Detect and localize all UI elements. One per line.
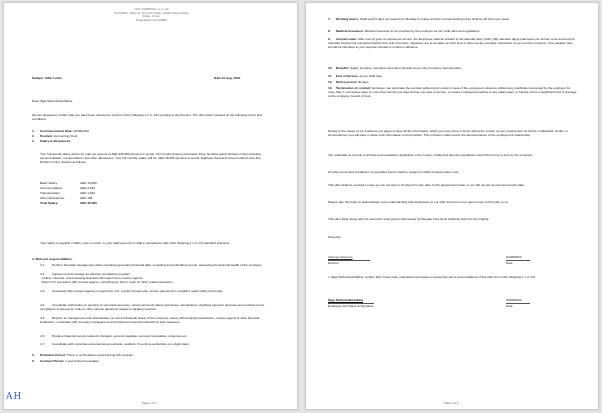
salary-payment-text: Your salary is payable in AED, once a month, to your bank account in UAE in accordance with OGC Shipping L.L.C.-FZ standard practices. [40, 241, 231, 245]
employee-signature-label: Employee Full Name & Signature [328, 304, 374, 308]
salary-label: Other Allowances: [40, 196, 65, 200]
director-name: Aleksejs Melevins [328, 255, 353, 259]
duty-item [40, 342, 272, 346]
employee-name: Olga Shchebukhchikina [328, 298, 364, 302]
salary-value: AED 12,890 [80, 181, 97, 185]
handwritten-initials: AH [6, 392, 23, 402]
duty-number: 4.6. [40, 334, 46, 338]
duty-text: Implement and manage an effective compliance program: - Collect, interpret, and reviewing financial information from counter-agents. - Pass KYC procedure with counter-agents, compiling kyc forms, reply on other related questions. [40, 272, 174, 285]
item-number: 12. [328, 80, 333, 84]
item-value: Salary increase, incentives and other benefits as per the Company internal policy. [350, 66, 462, 70]
item-number: 9. [328, 37, 331, 41]
employee-sign-date: 01/08/2022 [506, 298, 522, 302]
greeting: Dear Olga Shchebukhchikina, [32, 99, 73, 103]
salary-value: AED 3,640 [80, 186, 95, 190]
item-number: 6. [32, 359, 35, 363]
letter-page-1 [3, 2, 298, 410]
salary-paragraph: Your full annual salary will be for total net amount of AED 220'380 (amount in words. Two hundred twenty thousand, three hundred eighty Dirhams Only) including accommodation, transportation, and other allowances. Your full monthly salary will be: AED 18,365 (amount in words. Eighteen thousand, three hundred sixty-five Dirhams Only), divided as follows: [40, 152, 261, 165]
term-item [328, 80, 578, 84]
duty-text: Coordinate with banks on opening of new bank accounts, current accounts status and issues, transactions, clarifying payment purposes and contract terms, compliance of payments, reply to other various questions related to banking services. [40, 303, 265, 312]
salary-label: Basic Salary: [40, 181, 59, 185]
employee-date-label: Date [506, 304, 513, 308]
letterhead-company: OGC SHIPPING L.L.C.-FZ [134, 7, 169, 11]
item-number: 3. [32, 139, 35, 143]
director-sign-date: 01/08/2022 [506, 255, 522, 259]
letterhead [4, 8, 298, 22]
job-responsibilities-title: 4. Main job responsibilities: [32, 257, 73, 261]
salary-row [40, 196, 160, 200]
item-value: 1 year limited renewable. [65, 359, 100, 363]
term-item [328, 66, 578, 70]
salary-label: Transportation: [40, 191, 61, 195]
duty-text: Perform financial management duties including generating financial data, compiling and submitting reports, assessing the financial health of the company. [52, 263, 262, 267]
director-title: Director [328, 261, 339, 265]
term-item [328, 37, 578, 49]
item-number: 13. [328, 86, 333, 90]
term-item [32, 139, 272, 143]
salary-row [40, 181, 160, 185]
duty-number: 4.2. [40, 272, 46, 276]
item-value: Medical Insurance to be provided by the employer as per UAE rules and regulations. [364, 29, 481, 33]
item-label: Benefits: [336, 66, 350, 70]
duty-number: 4.5. [40, 316, 46, 320]
letter-page-2 [305, 2, 599, 410]
term-item [32, 129, 272, 133]
director-date-label: Date [506, 261, 513, 265]
sincerely: Sincerely, [328, 235, 342, 239]
duty-number: 4.3. [40, 289, 46, 293]
item-number: 1. [32, 129, 35, 133]
page-2-footer: Page 2 of 2 [444, 401, 459, 405]
duty-item [40, 272, 272, 284]
salary-row [40, 201, 160, 205]
duty-number: 4.1. [40, 263, 46, 267]
compliance-paragraph: You undertake to commit to all laws and regulations applicable in the country (UAE) and also the regulations issued from time to time by the company. [328, 153, 533, 157]
item-label: Position: [40, 134, 54, 138]
item-label: End of Service: [336, 74, 359, 78]
salary-label: Accommodation: [40, 186, 64, 190]
term-item [328, 17, 578, 21]
term-item [328, 29, 578, 33]
salary-row [40, 191, 160, 195]
duty-text: Coordinate with corporate and external accountants, auditors, Free Zone authorities on a daily basis. [52, 342, 190, 346]
item-label: Probation Period: [40, 353, 66, 357]
item-value: After one (1) year of continuous service, the Employee shall be entitled to 30 calendar days' (thirty (30) calendar days) paid leave per annum to be accrued pro rata after he/she has completed his/her first year of service. Vacations are to be taken at such time or times as are mutually convenient to you and the company. Your vacation plan should be intimated to your superior at least 2 months in advance. [328, 37, 575, 50]
letter-date: Date 01 Aug, 2022 [214, 76, 241, 80]
duty-number: 4.7. [40, 342, 46, 346]
revoke-paragraph: This offer shall be revoked in case you do not sign in 10 days from the date of this appointment letter or you did not join at commencement date. [328, 183, 525, 187]
duty-item [40, 263, 272, 267]
term-item [328, 74, 578, 78]
item-label: Working Hours: [336, 17, 360, 21]
duty-item [40, 334, 272, 338]
item-value: Shall work 5 days per week from Monday to Friday and the normal working hours shall be 45 hours per week. [360, 17, 510, 21]
item-value: There is no Probation period during this contract. [66, 353, 134, 357]
term-item [32, 134, 272, 138]
item-value: Accounting Clerk [53, 134, 78, 138]
subject-line: Subject: Offer Letter [32, 76, 62, 80]
item-label: Termination of contract: [336, 86, 372, 90]
item-value: 30 days [357, 80, 369, 84]
page-1-footer: Page 1 of 2 [142, 401, 157, 405]
duty-item [40, 289, 272, 293]
item-number: 2. [32, 134, 35, 138]
salary-label: Total Salary: [40, 201, 59, 205]
item-number: 10. [328, 66, 333, 70]
confidentiality-paragraph: During to the nature of our business you agree to keep all the information, which you may come to know during the course of your employment as strictly confidential. Under no circumstances you will pass or allow such information to third parties. This provision shall survive the discontinuance of the employment relationship. [328, 129, 568, 138]
item-number: 7. [328, 17, 331, 21]
item-number: 11. [328, 74, 333, 78]
letterhead-address-1: Ored Bank, office 21, The One Tower, Sheikh Zayed Road, [113, 10, 190, 15]
item-label: Annual Leave: [336, 37, 358, 41]
item-label: Contract Period: [40, 359, 65, 363]
duty-item [40, 303, 272, 311]
salary-row [40, 186, 160, 190]
duty-text: Cooperate with counter-agents on payments, incl. receipt of payments, ensure payments to suppliers reach safely and timely. [52, 289, 224, 293]
item-value: as per UAE Law. [359, 74, 383, 78]
item-value: 10/08/2022 [73, 129, 90, 133]
item-number: 5. [32, 353, 35, 357]
duty-number: 4.4. [40, 303, 46, 307]
term-item [328, 86, 578, 98]
duty-text: Produce financial reports related to budgets, account payables, account receivables, expenses etc. [52, 334, 188, 338]
duty-item [40, 316, 272, 324]
acceptance-paragraph: I, Olga Shchebukhchikina, confirm that I have read, understand and agree to accept the terms and conditions of this offer from OGC Shipping L.L.C.-FZ [328, 275, 536, 279]
item-label: Medical Insurance: [336, 29, 364, 33]
item-label: Salary & Allowances: [40, 139, 72, 143]
term-item [32, 353, 272, 357]
letterhead-address-2: Dubai, U.A.E. [142, 14, 161, 19]
salary-value: AED 1,640 [80, 191, 95, 195]
sign-request-paragraph: Please sign this letter to acknowledge your understanding and acceptance to our offer and return one signed copy of the letter to us. [328, 200, 509, 204]
item-label: Commencement Date: [40, 129, 73, 133]
salary-value: AED 195 [80, 196, 93, 200]
duty-text: Reports to management and shareholders on current financial status of the company, issues with banking transactions, counter-agents & other financial institutions, coordinate with company management and implement relevant instructions and measures. [40, 316, 260, 325]
salary-value: AED 18,365 [80, 201, 97, 205]
item-label: Notice period: [336, 80, 357, 84]
item-value: Employer can terminate the contract without prior notice in case of the employee's absence without any justification accepted by the employer for more than 7 successive days or more than twenty-one days during one year of service, or incase employee breaches to any salary laws, or he/she incurs a significant loss or damage to the company, breach of trust. [328, 86, 577, 99]
work-permit-paragraph: This offer letter along with the electronic work permit card issued by Meydan Free Zone Authority will form the original. [328, 217, 490, 221]
item-number: 8. [328, 29, 331, 33]
term-item [32, 359, 272, 363]
labor-law-paragraph: All other terms and conditions not specified herein shall be subject to UAE's Federal Labor Law. [328, 170, 459, 174]
letterhead-registration: Registration No:106089 [136, 17, 167, 22]
intro-paragraph: We are pleased to confirm that you have been selected to work for OGC Shipping L.L.C.-FZ reporting to the Director. The offer letter is based on the following terms and conditions. [32, 113, 262, 122]
